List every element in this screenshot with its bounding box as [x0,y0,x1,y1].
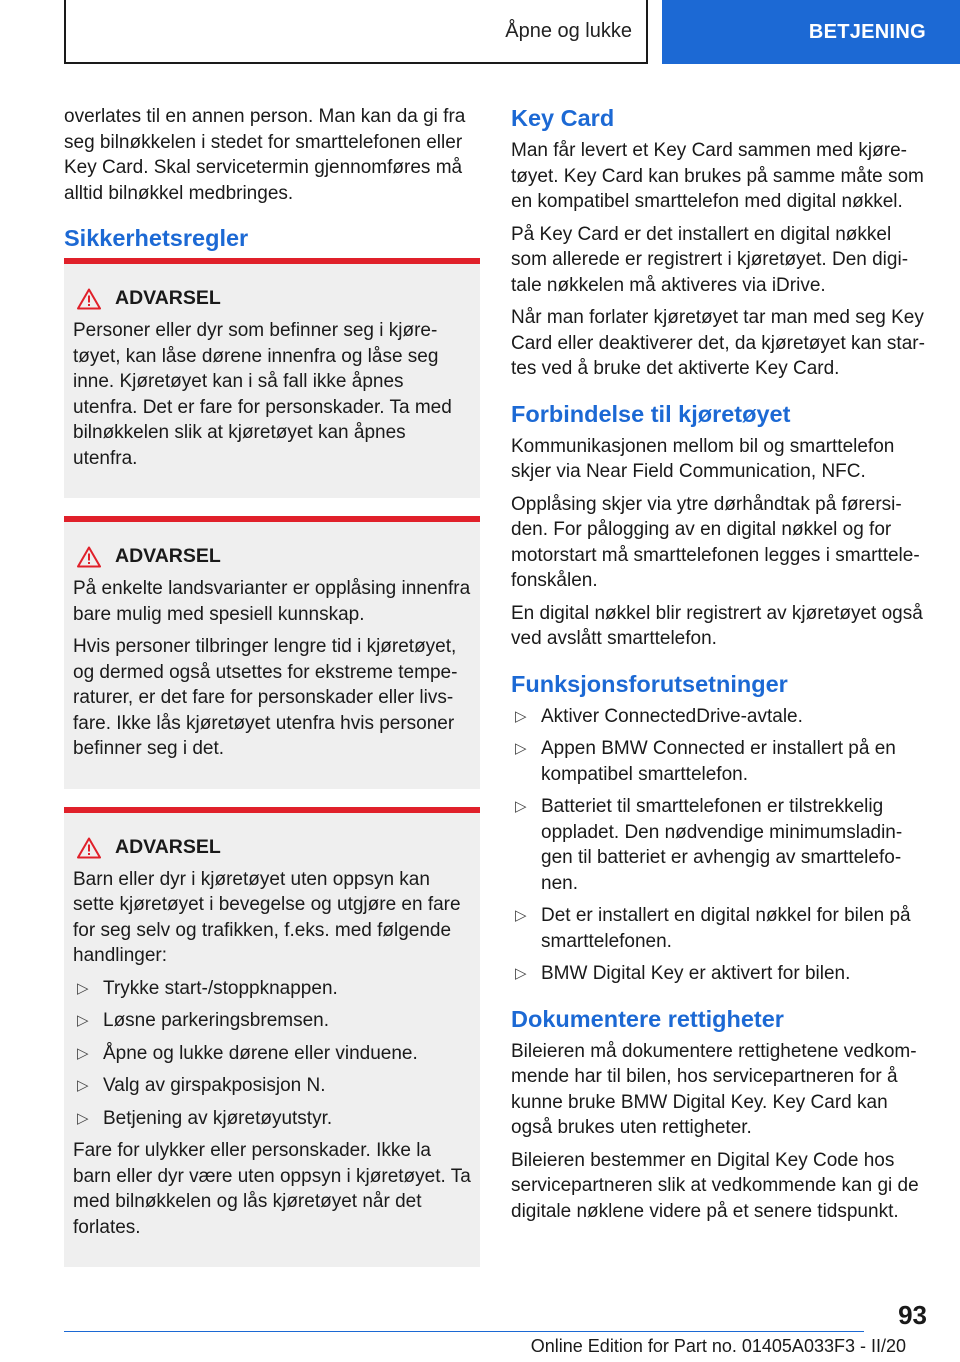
warning-label: ADVARSEL [115,835,221,858]
safety-heading: Sikkerhetsregler [64,225,249,251]
warning-text: På enkelte landsvarianter er opplåsing innenfra bare mulig med spesiell kunnskap. [73,578,471,625]
triangle-bullet-icon: ▷ [515,965,527,982]
connection-heading: Forbindelse til kjøretøyet [511,400,791,427]
keycard-heading: Key Card [511,105,615,131]
paragraph: Bileieren må dokumentere rettighetene vedkommende har til bilen, hos servicepartneren for å kunne bruke BMW Digital Key. Key Card kan også brukes uten rettigheter. [511,1040,917,1138]
warning-triangle-icon [77,837,101,859]
warning-label: ADVARSEL [115,287,221,310]
rights-heading: Dokumentere rettigheter [511,1005,784,1032]
paragraph: Opplåsing skjer via ytre dørhåndtak på førersiden. For pålogging av en digital nøkkel og for motorstart må smarttelefonen legges i smarttelefonskålen. [511,493,920,591]
warning-text: Hvis personer tilbringer lengre tid i kjøretøyet, og dermed også utsettes for ekstreme temperaturer, er det fare for personskader eller livsfare. Ikke lås kjøretøyet utenfra hvis personer befinner seg i det. [73,636,458,759]
right-column [511,104,927,1231]
list-item: ▷ Batteriet til smarttelefonen er tilstrekkelig oppladet. Den nødvendige minimumsladingen til batteriet er avhengig av smarttelefonen. [515,796,903,894]
paragraph: Når man forlater kjøretøyet tar man med seg Key Card eller deaktiverer det, da kjøretøyet kan startes ved å bruke det aktiverte Key Card. [511,307,925,379]
warning-box-2 [64,516,480,789]
warning-box-3 [64,807,480,1268]
triangle-bullet-icon: ▷ [77,1044,89,1062]
paragraph: Bileieren bestemmer en Digital Key Code hos servicepartneren slik at vedkommende kan gi de digitale nøklene videre på et senere tidspunkt. [511,1149,919,1222]
list-item: ▷ Betjening av kjøretøyutstyr. [73,1106,471,1132]
paragraph: Kommunikasjonen mellom bil og smarttelefon skjer via Near Field Communication, NFC. [511,435,895,482]
triangle-bullet-icon: ▷ [515,707,527,725]
warning-text: Barn eller dyr i kjøretøyet uten oppsyn kan sette kjøretøyet i bevegelse og utgjøre en fare for seg selv og trafikken, f.eks. med følgende handlinger: [73,868,461,966]
list-item: ▷ Løsne parkeringsbremsen. [73,1008,471,1034]
header-chapter-title: BETJENING [808,20,926,43]
footer-edition: Online Edition for Part no. 01405A033F3 - II/20 [530,1336,906,1356]
list-item: ▷ Åpne og lukke dørene eller vinduene. [73,1041,471,1067]
paragraph: En digital nøkkel blir registrert av kjøretøyet også ved avslått smarttelefon. [511,602,923,649]
warning-text: Personer eller dyr som befinner seg i kjøretøyet, kan låse dørene innenfra og låse seg inne. Kjøretøyet kan i så fall ikke åpnes utenfra. Det er fare for personskader. Ta med bilnøkkelen slik at kjøretøyet kan åpnes utenfra. [73,320,452,469]
requirements-list [511,704,927,987]
warning-title [73,286,471,312]
triangle-bullet-icon: ▷ [77,1109,89,1127]
warning-box-1 [64,258,480,498]
list-item: ▷ Aktiver ConnectedDrive-avtale. [511,704,927,730]
warning-title [73,835,471,861]
triangle-bullet-icon: ▷ [77,1077,89,1094]
warning-title [73,544,471,570]
paragraph: Man får levert et Key Card sammen med kjøretøyet. Key Card kan brukes på samme måte som en kompatibel smarttelefon med digital nøkkel. [511,140,924,212]
footer-divider [64,1331,864,1332]
triangle-bullet-icon: ▷ [515,907,527,924]
warning-text: Fare for ulykker eller personskader. Ikke la barn eller dyr være uten oppsyn i kjøretøyet. Ta med bilnøkkelen og lås kjøretøyet når det forlates. [73,1140,471,1238]
list-item: ▷ BMW Digital Key er aktivert for bilen. [511,961,927,987]
triangle-bullet-icon: ▷ [77,979,89,997]
triangle-bullet-icon: ▷ [515,740,527,757]
header-chapter-tab [662,0,960,64]
requirements-heading: Funksjonsforutsetninger [511,670,788,697]
paragraph: På Key Card er det installert en digital nøkkel som allerede er registrert i kjøretøyet. Den digitale nøkkelen må aktiveres via iDrive. [511,223,909,296]
list-item: ▷ Valg av girspakposisjon N. [73,1073,471,1099]
list-item: ▷ Det er installert en digital nøkkel for bilen på smarttelefonen. [515,905,911,952]
warning-list [73,976,471,1132]
page-number: 93 [898,1300,927,1330]
triangle-bullet-icon: ▷ [515,798,527,815]
list-item: ▷ Appen BMW Connected er installert på en kompatibel smarttelefon. [515,738,896,785]
warning-triangle-icon [77,288,101,310]
left-column [64,104,480,1285]
header-section-box [64,0,648,64]
warning-triangle-icon [77,546,101,568]
list-item: ▷ Trykke start-/stoppknappen. [73,976,471,1002]
triangle-bullet-icon: ▷ [77,1012,89,1029]
warning-label: ADVARSEL [115,545,221,568]
header-section-title: Åpne og lukke [505,19,632,42]
intro-paragraph: overlates til en annen person. Man kan da gi fra seg bilnøkkelen i stedet for smarttelefonen eller Key Card. Skal servicetermin gjennomføres må alltid bilnøkkel medbringes. [64,106,466,204]
